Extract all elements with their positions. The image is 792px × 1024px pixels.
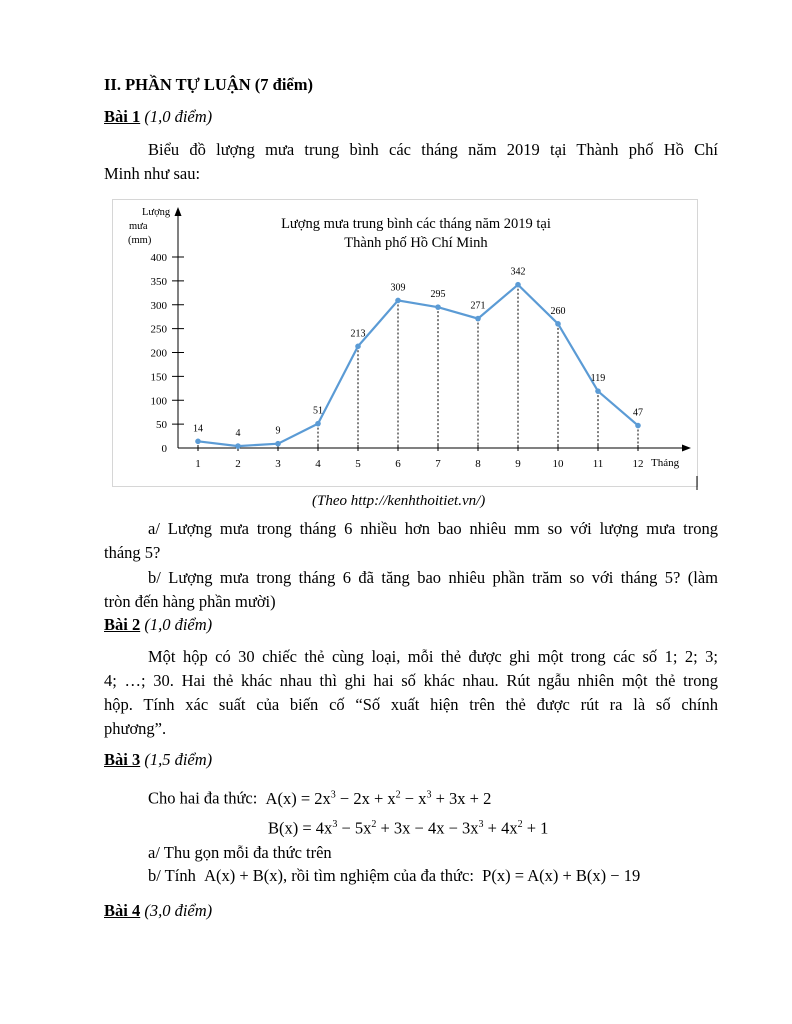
bai2-line4: phương”.	[104, 719, 167, 738]
chart-source: (Theo http://kenhthoitiet.vn/)	[312, 493, 486, 509]
bai4-points: (3,0 điểm)	[144, 901, 213, 920]
polynomial-p: P(x) = A(x) + B(x) − 19	[478, 866, 641, 885]
bai1-intro-line2: Minh như sau:	[104, 164, 201, 183]
data-point	[475, 316, 481, 322]
bai1-qa-line2: tháng 5?	[104, 543, 161, 562]
sum-expression: A(x) + B(x)	[199, 866, 284, 885]
data-point	[275, 441, 281, 447]
y-tick-label: 250	[150, 323, 167, 336]
data-label: 119	[590, 373, 606, 385]
data-point	[395, 298, 401, 304]
chart-ylabel-line1: Lượng	[142, 207, 171, 218]
data-point	[635, 423, 641, 429]
y-tick-label: 200	[150, 347, 167, 360]
x-tick-label: 8	[475, 458, 481, 470]
bai3-qb	[148, 864, 640, 888]
x-tick-label: 2	[235, 458, 241, 470]
bai2-points: (1,0 điểm)	[144, 615, 213, 634]
bai2-label: Bài 2	[104, 615, 141, 634]
data-label: 4	[235, 428, 241, 440]
bai3-heading	[104, 748, 212, 772]
chart-xlabel: Tháng	[651, 457, 680, 469]
bai2-heading	[104, 613, 212, 637]
bai1-points: (1,0 điểm)	[144, 107, 213, 126]
data-point	[315, 421, 321, 427]
bai2-line1: Một hộp có 30 chiếc thẻ cùng loại, mỗi thẻ được ghi một trong các số 1; 2; 3;	[148, 647, 718, 666]
rainfall-series-line	[198, 285, 638, 446]
y-tick-label: 400	[150, 252, 167, 264]
bai3-qb-mid: , rồi tìm nghiệm của đa thức:	[283, 866, 474, 885]
data-label: 260	[550, 305, 566, 317]
x-tick-label: 4	[315, 458, 321, 470]
bai3-intro: Cho hai đa thức:	[148, 788, 258, 808]
x-tick-label: 9	[515, 458, 521, 470]
bai2-line2: 4; …; 30. Hai thẻ khác nhau thì ghi hai số khác nhau. Rút ngẫu nhiên một thẻ trong	[104, 671, 718, 690]
y-tick-label: 350	[150, 275, 167, 288]
chart-ylabel-line2: mưa	[129, 221, 148, 232]
data-label: 14	[193, 423, 203, 435]
bai4-heading	[104, 899, 212, 923]
data-point	[555, 321, 561, 327]
y-tick-label: 50	[156, 419, 167, 432]
data-label: 309	[390, 282, 406, 294]
data-label: 271	[470, 300, 486, 312]
x-tick-label: 6	[395, 458, 401, 470]
bai1-label: Bài 1	[104, 107, 141, 126]
chart-ylabel-line3: (mm)	[128, 235, 152, 246]
bai1-qb-line1: b/ Lượng mưa trong tháng 6 đã tăng bao nhiêu phần trăm so với tháng 5? (làm	[148, 568, 718, 587]
bai2-line3: hộp. Tính xác suất của biến cố “Số xuất hiện trên thẻ được rút ra là số chính	[104, 695, 718, 714]
bai3-qb-prefix: b/ Tính	[148, 866, 196, 885]
chart-title-line1: Lượng mưa trung bình các tháng năm 2019 tại	[281, 216, 551, 232]
data-label: 51	[313, 405, 323, 417]
chart-title-line2: Thành phố Hồ Chí Minh	[344, 235, 488, 251]
x-tick-label: 3	[275, 458, 281, 470]
section-title: II. PHẦN TỰ LUẬN (7 điểm)	[104, 75, 313, 94]
bai1-intro-line1: Biểu đồ lượng mưa trung bình các tháng năm 2019 tại Thành phố Hồ Chí	[148, 140, 718, 159]
y-tick-label: 300	[150, 299, 167, 312]
bai3-poly-a-line	[148, 783, 491, 811]
data-point	[515, 282, 521, 288]
bai1-qa-line1: a/ Lượng mưa trong tháng 6 nhiều hơn bao nhiêu mm so với lượng mưa trong	[148, 519, 718, 538]
bai3-label: Bài 3	[104, 750, 141, 769]
data-label: 342	[510, 266, 526, 278]
x-tick-label: 5	[355, 458, 361, 470]
polynomial-a: $A(x) = 2x^3 - 2x + x^2 - x^3 + 3x + 2$	[261, 788, 492, 808]
data-point	[355, 343, 361, 349]
bai1-qb-line2: tròn đến hàng phần mười)	[104, 592, 276, 611]
polynomial-b: $B(x) = 4x^3 - 5x^2 + 3x - 4x - 3x^3 + 4x^2 + 1$	[268, 818, 549, 838]
data-point	[195, 439, 201, 445]
data-point	[235, 443, 241, 449]
data-label: 295	[430, 289, 446, 301]
x-tick-label: 12	[632, 458, 644, 470]
x-tick-label: 7	[435, 458, 441, 470]
data-point	[595, 388, 601, 394]
y-tick-label: 100	[150, 395, 167, 408]
x-tick-label: 11	[592, 458, 604, 470]
y-tick-label: 150	[150, 371, 167, 384]
x-axis-arrow	[682, 445, 691, 452]
data-label: 9	[275, 425, 281, 437]
y-tick-label: 0	[161, 443, 167, 455]
bai3-qa: a/ Thu gọn mỗi đa thức trên	[148, 843, 332, 862]
data-point	[435, 304, 441, 310]
bai4-label: Bài 4	[104, 901, 141, 920]
x-tick-label: 1	[195, 458, 201, 470]
bai3-points: (1,5 điểm)	[144, 750, 213, 769]
y-axis-arrow	[175, 207, 182, 216]
x-tick-label: 10	[552, 458, 564, 470]
data-label: 213	[350, 328, 366, 340]
data-label: 47	[633, 407, 643, 419]
